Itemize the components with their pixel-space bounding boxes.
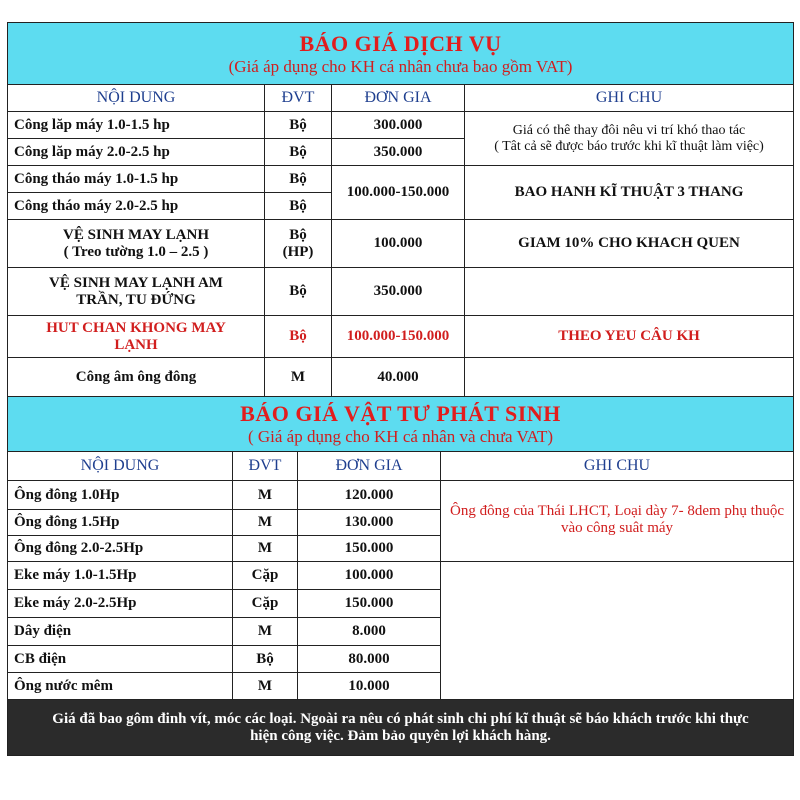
row-content: Công tháo máy 2.0-2.5 hp <box>8 193 265 220</box>
col-header-note: GHI CHU <box>441 452 794 481</box>
row-price: 10.000 <box>298 673 441 700</box>
note-warranty: BAO HANH KĨ THUẬT 3 THANG <box>465 166 794 220</box>
note-empty <box>465 268 794 316</box>
table-row <box>8 268 794 316</box>
row-content-line1: VỆ SINH MAY LẠNH AM <box>49 274 223 291</box>
row-price: 100.000 <box>332 220 465 268</box>
service-title-block <box>8 23 794 85</box>
materials-title: BÁO GIÁ VẬT TƯ PHÁT SINH <box>240 401 561 426</box>
table-row <box>8 220 794 268</box>
materials-price-table <box>7 396 794 756</box>
row-content: Công âm ông đông <box>8 358 265 397</box>
footer-note <box>8 700 794 756</box>
note-price-change <box>465 112 794 166</box>
col-header-note: GHI CHU <box>465 85 794 112</box>
row-price: 150.000 <box>298 590 441 618</box>
note-empty <box>441 562 794 700</box>
row-unit-line2: (HP) <box>282 243 314 260</box>
row-content <box>8 268 265 316</box>
row-content: Ông đông 1.5Hp <box>8 510 233 536</box>
row-price: 80.000 <box>298 646 441 673</box>
row-content: CB điện <box>8 646 233 673</box>
note-empty <box>465 358 794 397</box>
row-price: 120.000 <box>298 481 441 510</box>
row-content: Công lăp máy 1.0-1.5 hp <box>8 112 265 139</box>
materials-title-block <box>8 397 794 452</box>
table-row <box>8 481 794 510</box>
row-content <box>8 316 265 358</box>
row-content: Dây điện <box>8 618 233 646</box>
row-unit: M <box>265 358 332 397</box>
row-unit: Bộ <box>265 268 332 316</box>
service-title: BÁO GIÁ DỊCH VỤ <box>299 30 502 56</box>
row-content: Ông nước mêm <box>8 673 233 700</box>
row-content: Eke máy 2.0-2.5Hp <box>8 590 233 618</box>
row-unit-line1: Bộ <box>289 226 307 243</box>
row-content-line2: LẠNH <box>114 336 158 353</box>
row-unit: Bộ <box>265 193 332 220</box>
row-price: 300.000 <box>332 112 465 139</box>
table-row <box>8 316 794 358</box>
row-content-line2: TRẦN, TU ĐỨNG <box>76 291 196 308</box>
note-copper-pipe: Ông đông của Thái LHCT, Loại dày 7- 8dem phụ thuộc vào công suât máy <box>441 481 794 562</box>
row-unit: M <box>233 481 298 510</box>
row-unit: M <box>233 536 298 562</box>
row-unit <box>265 220 332 268</box>
col-header-unit: ĐVT <box>265 85 332 112</box>
row-unit: Bộ <box>265 112 332 139</box>
row-unit: Bộ <box>265 166 332 193</box>
row-unit: Bộ <box>265 316 332 358</box>
service-subtitle: (Giá áp dụng cho KH cá nhân chưa bao gồm VAT) <box>228 56 573 76</box>
row-content-line1: VỆ SINH MAY LẠNH <box>63 226 209 243</box>
row-unit: M <box>233 618 298 646</box>
row-price: 100.000 <box>298 562 441 590</box>
note-discount: GIAM 10% CHO KHACH QUEN <box>465 220 794 268</box>
row-unit: M <box>233 673 298 700</box>
row-unit: Cặp <box>233 562 298 590</box>
row-price: 100.000-150.000 <box>332 316 465 358</box>
note-change-line2: ( Tât cả sẽ được báo trước khi kĩ thuật làm việc) <box>494 138 764 154</box>
row-content <box>8 220 265 268</box>
row-content: Công lăp máy 2.0-2.5 hp <box>8 139 265 166</box>
col-header-content: NỘI DUNG <box>8 452 233 481</box>
row-unit: Cặp <box>233 590 298 618</box>
col-header-unit: ĐVT <box>233 452 298 481</box>
row-unit: Bộ <box>233 646 298 673</box>
row-content-line2: ( Treo tường 1.0 – 2.5 ) <box>63 243 209 260</box>
row-unit: M <box>233 510 298 536</box>
materials-header-row <box>8 452 794 481</box>
row-price: 350.000 <box>332 268 465 316</box>
materials-subtitle: ( Giá áp dụng cho KH cá nhân và chưa VAT) <box>247 427 554 446</box>
table-row <box>8 112 794 139</box>
footer-line1: Giá đã bao gôm đinh vít, móc các loại. Ngoài ra nêu có phát sinh chi phí kĩ thuật sẽ báo khách trước khi thực <box>52 710 749 727</box>
row-price: 130.000 <box>298 510 441 536</box>
row-price: 350.000 <box>332 139 465 166</box>
service-header-row <box>8 85 794 112</box>
row-price: 8.000 <box>298 618 441 646</box>
row-price-merged: 100.000-150.000 <box>332 166 465 220</box>
col-header-content: NỘI DUNG <box>8 85 265 112</box>
row-content: Công tháo máy 1.0-1.5 hp <box>8 166 265 193</box>
row-content: Ông đông 1.0Hp <box>8 481 233 510</box>
table-row <box>8 358 794 397</box>
row-price: 150.000 <box>298 536 441 562</box>
row-content-line1: HUT CHAN KHONG MAY <box>46 319 226 336</box>
row-unit: Bộ <box>265 139 332 166</box>
table-row <box>8 166 794 193</box>
service-price-table <box>7 22 794 397</box>
note-change-line1: Giá có thê thay đôi nêu vi trí khó thao tác <box>512 122 746 138</box>
row-price: 40.000 <box>332 358 465 397</box>
footer-line2: hiện công việc. Đảm bảo quyên lợi khách hàng. <box>250 727 551 744</box>
col-header-price: ĐƠN GIA <box>332 85 465 112</box>
col-header-price: ĐƠN GIA <box>298 452 441 481</box>
row-content: Ông đông 2.0-2.5Hp <box>8 536 233 562</box>
note-on-request: THEO YEU CÂU KH <box>465 316 794 358</box>
row-content: Eke máy 1.0-1.5Hp <box>8 562 233 590</box>
table-row <box>8 562 794 590</box>
price-sheet <box>7 22 793 756</box>
